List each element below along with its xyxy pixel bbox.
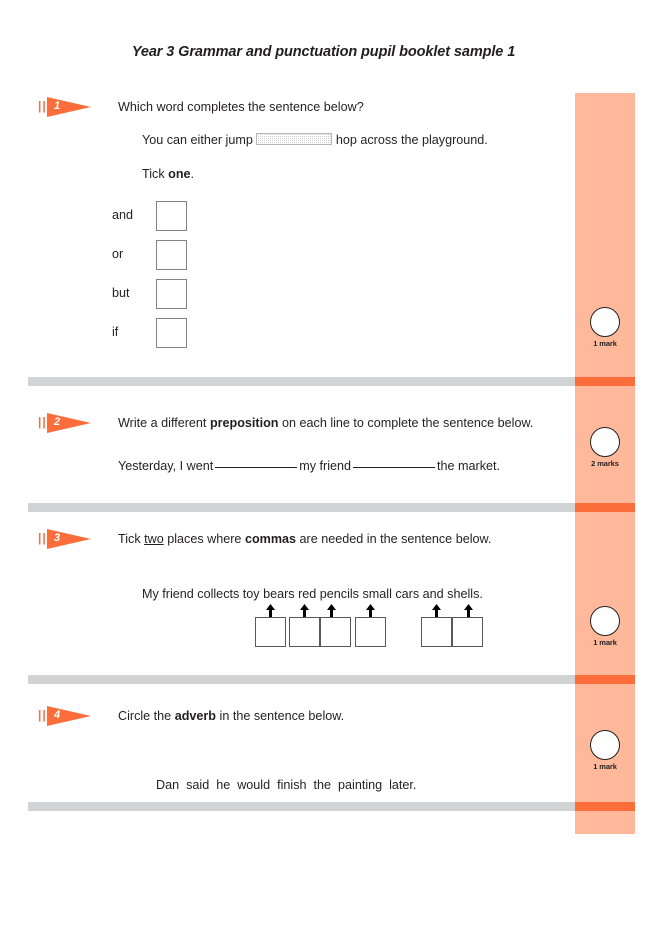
comma-tickbox-6[interactable] [452,617,483,647]
prompt-3-mid: places where [163,532,245,546]
sentence-1-part-b: hop across the playground. [332,133,488,147]
instruction-1-post: . [190,167,195,181]
comma-tickbox-4[interactable] [355,617,386,647]
question-number-marker-1 [38,96,100,118]
prompt-3-post: are needed in the sentence below. [296,532,492,546]
question-sentence-1 [142,132,488,149]
answer-blank-line-2[interactable] [353,467,435,468]
page-title: Year 3 Grammar and punctuation pupil booklet sample 1 [131,44,516,60]
question-prompt-1 [118,99,364,116]
tickbox-but[interactable] [156,279,187,309]
question-instruction-1 [142,166,194,183]
tickbox-and[interactable] [156,201,187,231]
prompt-2-pre: Write a different [118,416,210,430]
question-prompt-1-text: Which word completes the sentence below? [118,100,364,114]
option-label-but: but [112,286,130,300]
question-bars-icon: || [38,708,47,722]
question-sentence-2 [118,458,500,475]
question-number-marker-3 [38,528,100,550]
question-number-marker-4 [38,705,100,727]
answer-blank-line-1[interactable] [215,467,297,468]
section-separator-3 [28,675,575,684]
prompt-4-pre: Circle the [118,709,175,723]
question-number-1: 1 [53,100,61,112]
section-separator-2 [28,503,575,512]
option-row-if[interactable] [112,318,232,348]
mark-slot-1 [582,307,628,348]
question-number-marker-2 [38,412,100,434]
mark-slot-2 [582,427,628,468]
mark-label-1: 1 mark [593,339,617,348]
section-separator-accent-1 [575,377,635,386]
prompt-3-underline: two [144,532,164,546]
prompt-2-bold: preposition [209,416,279,430]
sentence-1-part-a: You can either jump [142,133,257,147]
question-bars-icon: || [38,415,47,429]
mark-label-2: 2 marks [591,459,619,468]
question-number-2: 2 [53,416,61,428]
sentence-3-text: My friend collects toy bears red pencils small cars and shells. [142,587,483,601]
question-prompt-2 [118,415,533,432]
sentence-2-part-a: Yesterday, I went [118,459,214,473]
comma-tickbox-1[interactable] [255,617,286,647]
prompt-4-bold: adverb [174,709,217,723]
prompt-3-pre: Tick [118,532,145,546]
section-separator-accent-3 [575,675,635,684]
question-prompt-4 [118,708,344,725]
tickbox-if[interactable] [156,318,187,348]
sentence-2-part-c: the market. [437,459,501,473]
comma-tickbox-3[interactable] [320,617,351,647]
comma-tickbox-2[interactable] [289,617,320,647]
comma-tickbox-5[interactable] [421,617,452,647]
option-label-and: and [112,208,134,222]
sentence-4-text: Dan said he would finish the painting later. [156,778,417,792]
instruction-1-pre: Tick [142,167,169,181]
instruction-1-bold: one [168,167,191,181]
question-bars-icon: || [38,531,47,545]
option-row-and[interactable] [112,201,232,231]
question-number-4: 4 [53,709,61,721]
section-separator-4 [28,802,575,811]
tickbox-or[interactable] [156,240,187,270]
sentence-2-part-b: my friend [299,459,352,473]
section-separator-accent-4 [575,802,635,811]
obscured-word-redaction [256,133,332,145]
mark-slot-3 [582,606,628,647]
mark-circle-3[interactable] [590,606,620,636]
mark-label-4: 1 mark [593,762,617,771]
question-number-3: 3 [53,532,61,544]
question-sentence-3 [142,586,483,603]
mark-slot-4 [582,730,628,771]
question-prompt-3 [118,531,491,548]
section-separator-accent-2 [575,503,635,512]
section-separator-1 [28,377,575,386]
mark-label-3: 1 mark [593,638,617,647]
prompt-2-post: on each line to complete the sentence below. [278,416,534,430]
prompt-4-post: in the sentence below. [216,709,345,723]
option-label-if: if [112,325,119,339]
mark-circle-4[interactable] [590,730,620,760]
mark-circle-1[interactable] [590,307,620,337]
option-row-or[interactable] [112,240,232,270]
question-bars-icon: || [38,99,47,113]
mark-circle-2[interactable] [590,427,620,457]
option-label-or: or [112,247,124,261]
prompt-3-bold: commas [244,532,297,546]
option-row-but[interactable] [112,279,232,309]
